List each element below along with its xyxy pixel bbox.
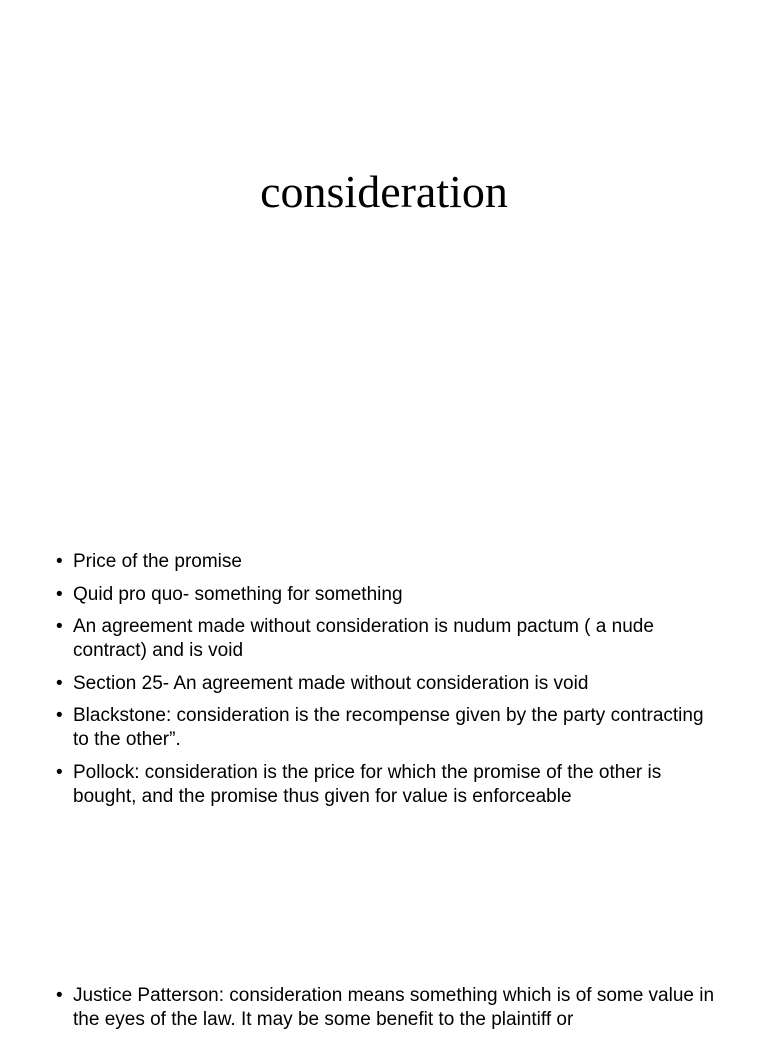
bullet-dot: • bbox=[56, 551, 63, 572]
bullet-text: Section 25- An agreement made without consideration is void bbox=[73, 672, 589, 694]
bullet-item bbox=[56, 761, 716, 809]
bullet-item bbox=[56, 704, 716, 752]
bullet-dot: • bbox=[56, 583, 63, 605]
bullet-text: Blackstone: consideration is the recompense given by the party contracting to the other”. bbox=[73, 705, 704, 750]
bullet-item bbox=[56, 984, 716, 1032]
bullet-text: Pollock: consideration is the price for which the promise of the other is bought, and the promise thus given for value is enforceable bbox=[73, 761, 662, 807]
bullet-item bbox=[56, 583, 716, 607]
bullet-dot: • bbox=[56, 705, 63, 726]
bullet-list bbox=[56, 550, 716, 817]
bullet-text: Justice Patterson: consideration means something which is of some value in the eyes of the law. It may be some benefit to the plaintiff or bbox=[73, 985, 715, 1030]
bullet-item bbox=[56, 672, 716, 696]
bullet-item bbox=[56, 615, 716, 663]
bullet-item bbox=[56, 550, 716, 574]
bullet-dot: • bbox=[56, 985, 63, 1006]
slide-title: consideration bbox=[260, 166, 508, 217]
bullet-dot: • bbox=[56, 761, 63, 783]
next-slide-bullet-list bbox=[56, 984, 716, 1041]
bullet-dot: • bbox=[56, 672, 63, 694]
bullet-dot: • bbox=[56, 616, 63, 637]
bullet-text: Price of the promise bbox=[73, 551, 242, 572]
bullet-text: Quid pro quo- something for something bbox=[73, 583, 403, 605]
bullet-text: An agreement made without consideration is nudum pactum ( a nude contract) and is void bbox=[73, 616, 654, 661]
